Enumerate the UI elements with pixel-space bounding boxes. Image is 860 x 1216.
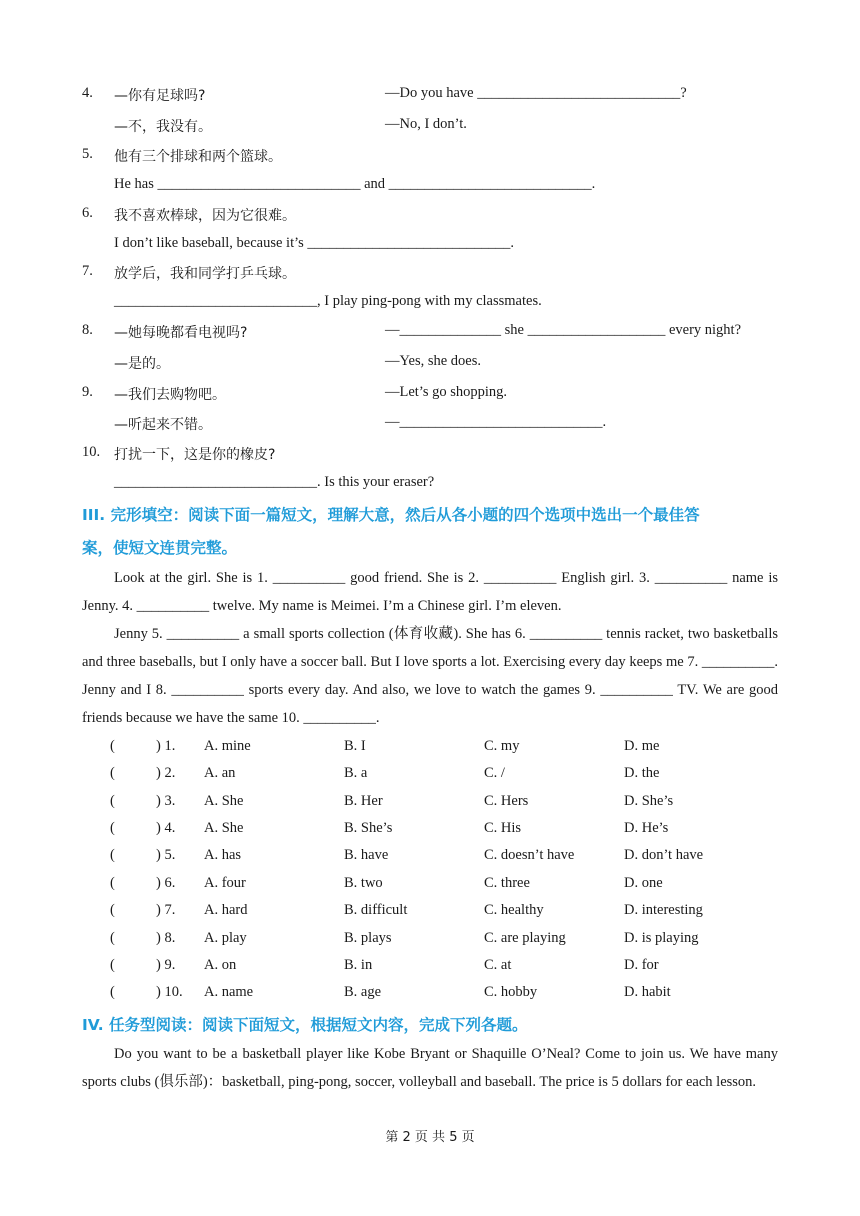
chinese-prompt: 他有三个排球和两个篮球。 bbox=[114, 149, 282, 165]
choice-c: C. are playing bbox=[484, 930, 566, 946]
option-row bbox=[0, 957, 860, 977]
task-reading-paragraph: Do you want to be a basketball player like Kobe Bryant or Shaquille O’Neal? Come to join us. We have many sports clubs (俱乐部)：basketball, ping-pong, soccer, volleyball and baseball. The price is 5 dollars for each lesson. bbox=[82, 1046, 778, 1090]
item-number: ) 2. bbox=[156, 765, 176, 781]
choice-c: C. His bbox=[484, 820, 522, 836]
english-answer-line: I don’t like baseball, because it’s ____________________________. bbox=[114, 235, 515, 251]
question-number: 9. bbox=[82, 384, 93, 400]
page-footer: 第 2 页 共 5 页 bbox=[385, 1130, 475, 1145]
chinese-prompt: —你有足球吗? bbox=[114, 88, 206, 104]
english-answer-line: —No, I don’t. bbox=[385, 116, 467, 132]
choice-c: C. hobby bbox=[484, 984, 538, 1000]
option-row bbox=[0, 738, 860, 758]
choice-b: B. plays bbox=[344, 930, 392, 946]
question-number: 6. bbox=[82, 205, 93, 221]
answer-bracket: ( bbox=[110, 738, 115, 754]
choice-a: A. play bbox=[204, 930, 247, 946]
option-row bbox=[0, 902, 860, 922]
chinese-prompt: —不，我没有。 bbox=[114, 119, 212, 135]
choice-c: C. my bbox=[484, 738, 520, 754]
answer-bracket: ( bbox=[110, 902, 115, 918]
chinese-prompt: —我们去购物吧。 bbox=[114, 387, 226, 403]
answer-bracket: ( bbox=[110, 984, 115, 1000]
choice-a: A. name bbox=[204, 984, 254, 1000]
choice-d: D. interesting bbox=[624, 902, 703, 918]
answer-bracket: ( bbox=[110, 820, 115, 836]
choice-a: A. on bbox=[204, 957, 237, 973]
chinese-prompt: —她每晚都看电视吗? bbox=[114, 325, 248, 341]
choice-b: B. age bbox=[344, 984, 382, 1000]
chinese-prompt: 我不喜欢棒球，因为它很难。 bbox=[114, 208, 296, 224]
section-heading-cloze-cont: 案，使短文连贯完整。 bbox=[82, 539, 238, 557]
answer-bracket: ( bbox=[110, 957, 115, 973]
option-row bbox=[0, 984, 860, 1004]
question-number: 10. bbox=[82, 444, 101, 460]
question-number: 4. bbox=[82, 85, 93, 101]
choice-d: D. She’s bbox=[624, 793, 674, 809]
item-number: ) 3. bbox=[156, 793, 176, 809]
question-number: 7. bbox=[82, 263, 93, 279]
choice-a: A. mine bbox=[204, 738, 251, 754]
answer-bracket: ( bbox=[110, 793, 115, 809]
choice-b: B. have bbox=[344, 847, 389, 863]
cloze-paragraph-2: Jenny 5. __________ a small sports collection (体育收藏). She has 6. __________ tennis racket, two basketballs and three baseballs, but I only have a soccer ball. But I love sports a lot. Exercising every day keeps me 7. __________. Jenny and I 8. __________ sports every day. And also, we love to watch the games 9. __________ TV. We are good friends because we have the same 10. __________. bbox=[82, 626, 778, 726]
answer-bracket: ( bbox=[110, 875, 115, 891]
choice-c: C. at bbox=[484, 957, 512, 973]
english-answer-line: —______________ she ___________________ every night? bbox=[385, 322, 742, 338]
choice-d: D. me bbox=[624, 738, 660, 754]
choice-c: C. healthy bbox=[484, 902, 544, 918]
chinese-prompt: 打扰一下，这是你的橡皮? bbox=[114, 447, 276, 463]
choice-b: B. difficult bbox=[344, 902, 408, 918]
choice-b: B. in bbox=[344, 957, 373, 973]
section-heading-task-reading: IV. 任务型阅读：阅读下面短文，根据短文内容，完成下列各题。 bbox=[82, 1016, 528, 1034]
english-answer-line: —Yes, she does. bbox=[385, 353, 482, 369]
choice-b: B. Her bbox=[344, 793, 383, 809]
question-number: 5. bbox=[82, 146, 93, 162]
choice-d: D. habit bbox=[624, 984, 671, 1000]
english-answer-line: ____________________________, I play ping-pong with my classmates. bbox=[114, 293, 542, 309]
choice-c: C. three bbox=[484, 875, 530, 891]
question-number: 8. bbox=[82, 322, 93, 338]
answer-bracket: ( bbox=[110, 765, 115, 781]
choice-a: A. has bbox=[204, 847, 242, 863]
choice-c: C. doesn’t have bbox=[484, 847, 575, 863]
choice-a: A. an bbox=[204, 765, 236, 781]
item-number: ) 6. bbox=[156, 875, 176, 891]
option-row bbox=[0, 847, 860, 867]
answer-bracket: ( bbox=[110, 847, 115, 863]
item-number: ) 1. bbox=[156, 738, 176, 754]
choice-a: A. four bbox=[204, 875, 246, 891]
answer-bracket: ( bbox=[110, 930, 115, 946]
english-answer-line: He has ____________________________ and ____________________________. bbox=[114, 176, 596, 192]
item-number: ) 7. bbox=[156, 902, 176, 918]
choice-d: D. one bbox=[624, 875, 663, 891]
choice-a: A. hard bbox=[204, 902, 248, 918]
choice-b: B. She’s bbox=[344, 820, 393, 836]
choice-d: D. for bbox=[624, 957, 659, 973]
chinese-prompt: 放学后，我和同学打乒乓球。 bbox=[114, 266, 296, 282]
english-answer-line: —Do you have ____________________________? bbox=[385, 85, 687, 101]
choice-c: C. Hers bbox=[484, 793, 529, 809]
item-number: ) 9. bbox=[156, 957, 176, 973]
choice-a: A. She bbox=[204, 820, 244, 836]
english-answer-line: —____________________________. bbox=[385, 414, 607, 430]
choice-b: B. two bbox=[344, 875, 383, 891]
choice-b: B. I bbox=[344, 738, 366, 754]
option-row bbox=[0, 930, 860, 950]
choice-a: A. She bbox=[204, 793, 244, 809]
item-number: ) 10. bbox=[156, 984, 183, 1000]
choice-c: C. / bbox=[484, 765, 505, 781]
option-row bbox=[0, 820, 860, 840]
option-row bbox=[0, 875, 860, 895]
option-row bbox=[0, 765, 860, 785]
option-row bbox=[0, 793, 860, 813]
choice-d: D. don’t have bbox=[624, 847, 704, 863]
item-number: ) 8. bbox=[156, 930, 176, 946]
item-number: ) 5. bbox=[156, 847, 176, 863]
chinese-prompt: —听起来不错。 bbox=[114, 417, 212, 433]
item-number: ) 4. bbox=[156, 820, 176, 836]
chinese-prompt: —是的。 bbox=[114, 356, 170, 372]
cloze-paragraph-1: Look at the girl. She is 1. __________ good friend. She is 2. __________ English girl. 3. __________ name is Jenny. 4. __________ twelve. My name is Meimei. I’m a Chinese girl. I’m eleven. bbox=[82, 570, 778, 614]
choice-d: D. is playing bbox=[624, 930, 699, 946]
choice-d: D. He’s bbox=[624, 820, 669, 836]
english-answer-line: —Let’s go shopping. bbox=[385, 384, 508, 400]
section-heading-cloze: III. 完形填空：阅读下面一篇短文，理解大意，然后从各小题的四个选项中选出一个最佳答 bbox=[82, 506, 700, 524]
english-answer-line: ____________________________. Is this your eraser? bbox=[114, 474, 435, 490]
choice-d: D. the bbox=[624, 765, 660, 781]
choice-b: B. a bbox=[344, 765, 368, 781]
